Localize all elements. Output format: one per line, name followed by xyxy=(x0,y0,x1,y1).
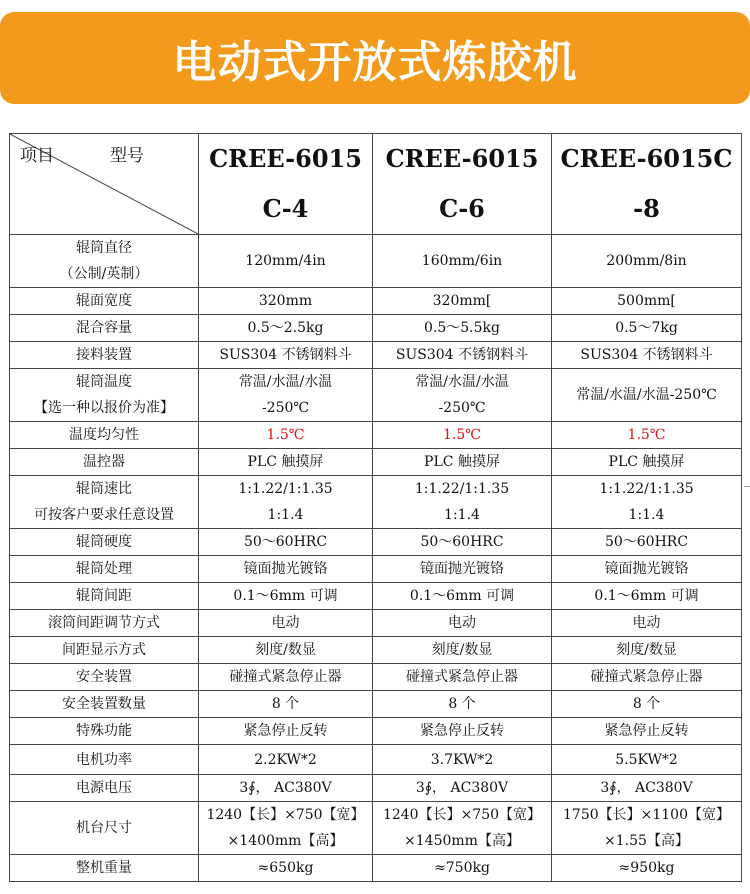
row-label-line: 电源电压 xyxy=(76,780,132,796)
spec-value: 8 个 xyxy=(632,696,661,712)
spec-value-cell xyxy=(552,610,742,637)
spec-value: 0.5～2.5kg xyxy=(247,320,324,336)
spec-value: ×1.55【高】 xyxy=(604,833,689,849)
row-label-line: 混合容量 xyxy=(76,320,132,336)
row-label xyxy=(10,583,199,610)
row-label xyxy=(10,342,199,369)
table-row xyxy=(10,422,742,449)
row-label xyxy=(10,476,199,529)
spec-value-cell xyxy=(373,855,552,882)
spec-value: 3∮， AC380V xyxy=(415,780,509,796)
spec-value-cell xyxy=(199,288,373,315)
spec-value-cell xyxy=(373,718,552,745)
spec-value: SUS304 不锈钢料斗 xyxy=(395,347,529,363)
row-label-line: 滚筒间距调节方式 xyxy=(48,615,160,631)
spec-value: 电动 xyxy=(448,615,476,631)
spec-value: 刻度/数显 xyxy=(431,642,493,658)
model-name: CREE-6015C-8 xyxy=(560,144,733,223)
row-label xyxy=(10,449,199,476)
spec-value: 电动 xyxy=(632,615,661,631)
row-label-line: 辊筒速比 xyxy=(76,481,132,497)
row-label xyxy=(10,855,199,882)
table-row xyxy=(10,529,742,556)
spec-value-cell xyxy=(373,775,552,802)
spec-value-cell xyxy=(199,369,373,422)
spec-value: 3.7KW*2 xyxy=(430,751,494,768)
spec-value-cell xyxy=(199,610,373,637)
spec-value-cell xyxy=(373,422,552,449)
spec-value: 常温/水温/水温 xyxy=(238,374,333,390)
spec-value: PLC 触摸屏 xyxy=(608,454,685,470)
spec-value-cell xyxy=(552,691,742,718)
row-label xyxy=(10,775,199,802)
spec-value-cell xyxy=(373,235,552,288)
spec-value-cell xyxy=(373,802,552,855)
table-row xyxy=(10,476,742,529)
table-row xyxy=(10,235,742,288)
table-row xyxy=(10,369,742,422)
spec-value: 50～60HRC xyxy=(243,534,328,550)
spec-value-cell xyxy=(199,529,373,556)
spec-value-cell xyxy=(552,235,742,288)
corner-cell xyxy=(10,134,199,235)
spec-value: 碰撞式紧急停止器 xyxy=(406,669,518,685)
spec-value: 320mm[ xyxy=(432,293,492,309)
spec-value-cell xyxy=(199,691,373,718)
spec-value-cell xyxy=(373,610,552,637)
spec-value: ≈650kg xyxy=(257,860,314,876)
model-header xyxy=(373,134,552,235)
spec-table xyxy=(9,133,742,882)
spec-value: 镜面抛光镀铬 xyxy=(243,561,328,577)
spec-value-cell xyxy=(199,718,373,745)
spec-value: 1240【长】×750【宽】 xyxy=(206,807,365,823)
table-row xyxy=(10,288,742,315)
spec-value: 0.5～5.5kg xyxy=(424,320,500,336)
spec-value-cell xyxy=(373,664,552,691)
spec-value: 120mm/4in xyxy=(245,253,326,269)
spec-value-cell xyxy=(199,855,373,882)
row-label xyxy=(10,664,199,691)
row-label-line: 【选一种以报价为准】 xyxy=(34,400,174,416)
spec-value: 50～60HRC xyxy=(604,534,689,550)
spec-value: 1:1.4 xyxy=(628,507,665,523)
row-label-line: 安全装置数量 xyxy=(62,696,146,712)
spec-value: SUS304 不锈钢料斗 xyxy=(219,347,352,363)
spec-value-cell xyxy=(199,802,373,855)
spec-value-cell xyxy=(199,637,373,664)
table-row xyxy=(10,342,742,369)
table-row xyxy=(10,556,742,583)
row-label-line: 温控器 xyxy=(83,454,125,470)
spec-value-cell xyxy=(373,476,552,529)
row-label xyxy=(10,315,199,342)
spec-value-cell xyxy=(552,556,742,583)
spec-value-cell xyxy=(199,315,373,342)
spec-value-cell xyxy=(552,422,742,449)
spec-value-cell xyxy=(373,691,552,718)
spec-value: 0.1～6mm 可调 xyxy=(409,588,515,604)
table-row xyxy=(10,855,742,882)
spec-value-cell xyxy=(552,288,742,315)
row-label xyxy=(10,556,199,583)
spec-value-cell xyxy=(373,449,552,476)
spec-value-cell xyxy=(373,315,552,342)
spec-value: 0.5～7kg xyxy=(615,320,678,336)
spec-value-cell xyxy=(373,529,552,556)
spec-value: 5.5KW*2 xyxy=(615,751,678,768)
row-label-line: 辊筒间距 xyxy=(76,588,132,604)
spec-value-cell xyxy=(199,745,373,775)
spec-value: 0.1～6mm 可调 xyxy=(233,588,338,604)
spec-value: 电动 xyxy=(271,615,300,631)
spec-value: -250℃ xyxy=(438,400,486,416)
row-label xyxy=(10,288,199,315)
row-label xyxy=(10,610,199,637)
spec-value-cell xyxy=(552,315,742,342)
spec-value: 刻度/数显 xyxy=(255,642,316,658)
spec-value-cell xyxy=(199,449,373,476)
spec-value: 1:1.22/1:1.35 xyxy=(414,481,510,497)
spec-value: PLC 触摸屏 xyxy=(424,454,500,470)
spec-value: 镜面抛光镀铬 xyxy=(420,561,504,577)
row-label-line: 辊筒硬度 xyxy=(76,534,132,550)
table-row xyxy=(10,610,742,637)
spec-value-cell xyxy=(552,664,742,691)
page-title: 电动式开放式炼胶机 xyxy=(172,37,578,88)
table-row xyxy=(10,745,742,775)
row-label xyxy=(10,369,199,422)
spec-value: 刻度/数显 xyxy=(616,642,677,658)
spec-value: 200mm/8in xyxy=(606,253,687,269)
table-row xyxy=(10,664,742,691)
spec-value: 碰撞式紧急停止器 xyxy=(590,669,703,685)
spec-value: 常温/水温/水温-250℃ xyxy=(576,387,717,403)
spec-value: 500mm[ xyxy=(617,293,676,309)
spec-value: 1.5℃ xyxy=(443,427,481,443)
row-label xyxy=(10,802,199,855)
spec-value: ×1450mm【高】 xyxy=(404,833,520,849)
row-label-line: 特殊功能 xyxy=(76,723,132,739)
model-name: CREE-6015C-6 xyxy=(385,144,539,223)
spec-value-cell xyxy=(552,476,742,529)
spec-value: 160mm/6in xyxy=(421,253,503,269)
table-row xyxy=(10,637,742,664)
corner-model-label: 型号 xyxy=(110,146,144,166)
edge-mark xyxy=(744,486,750,501)
spec-value: 紧急停止反转 xyxy=(243,723,328,739)
table-row xyxy=(10,315,742,342)
spec-value-cell xyxy=(373,745,552,775)
spec-value: 1:1.4 xyxy=(267,507,304,523)
row-label xyxy=(10,718,199,745)
row-label-line: 机台尺寸 xyxy=(76,820,132,836)
spec-value-cell xyxy=(199,342,373,369)
table-row xyxy=(10,583,742,610)
row-label-line: 整机重量 xyxy=(76,860,132,876)
spec-value-cell xyxy=(552,449,742,476)
spec-value: SUS304 不锈钢料斗 xyxy=(580,347,713,363)
spec-value: 3∮， AC380V xyxy=(600,780,693,796)
row-label-line: 可按客户要求任意设置 xyxy=(34,507,174,523)
spec-value: 1750【长】×1100【宽】 xyxy=(563,807,730,823)
row-label xyxy=(10,422,199,449)
spec-value-cell xyxy=(373,583,552,610)
spec-value-cell xyxy=(373,556,552,583)
table-row xyxy=(10,775,742,802)
corner-item-label: 项目 xyxy=(20,146,54,166)
row-label-line: （公制/英制） xyxy=(59,266,149,282)
row-label-line: 辊筒温度 xyxy=(76,374,132,390)
spec-value-cell xyxy=(373,369,552,422)
spec-value: 1:1.22/1:1.35 xyxy=(599,481,694,497)
spec-value: 镜面抛光镀铬 xyxy=(604,561,689,577)
spec-value-cell xyxy=(552,718,742,745)
spec-value: 50～60HRC xyxy=(420,534,504,550)
row-label xyxy=(10,637,199,664)
row-label-line: 辊面宽度 xyxy=(76,293,132,309)
spec-value-cell xyxy=(552,529,742,556)
spec-value: 1:1.4 xyxy=(444,507,480,523)
row-label-line: 安全装置 xyxy=(76,669,132,685)
spec-value: 8 个 xyxy=(271,696,300,712)
spec-value-cell xyxy=(373,288,552,315)
spec-value-cell xyxy=(199,664,373,691)
spec-value: 2.2KW*2 xyxy=(254,751,317,768)
table-header-row xyxy=(10,134,742,235)
model-name: CREE-6015C-4 xyxy=(209,144,362,223)
spec-value: ≈750kg xyxy=(434,860,490,876)
row-label-line: 电机功率 xyxy=(76,751,132,768)
spec-value: 1240【长】×750【宽】 xyxy=(382,807,542,823)
spec-value-cell xyxy=(199,235,373,288)
row-label xyxy=(10,235,199,288)
spec-value-cell xyxy=(199,583,373,610)
spec-value: 3∮， AC380V xyxy=(239,780,332,796)
spec-value-cell xyxy=(552,745,742,775)
spec-value: 紧急停止反转 xyxy=(420,723,504,739)
row-label-line: 辊筒直径 xyxy=(76,240,132,256)
spec-value: 1.5℃ xyxy=(266,427,305,443)
spec-value: 8 个 xyxy=(448,696,476,712)
spec-value: 320mm xyxy=(258,293,313,309)
spec-value-cell xyxy=(199,775,373,802)
spec-value-cell xyxy=(552,342,742,369)
model-header xyxy=(199,134,373,235)
table-row xyxy=(10,449,742,476)
title-banner xyxy=(0,12,750,104)
spec-value: 0.1～6mm 可调 xyxy=(594,588,699,604)
spec-value: ×1400mm【高】 xyxy=(227,833,344,849)
spec-value: -250℃ xyxy=(261,400,310,416)
spec-value-cell xyxy=(199,556,373,583)
spec-value: 紧急停止反转 xyxy=(604,723,689,739)
spec-value: 常温/水温/水温 xyxy=(415,374,509,390)
table-row xyxy=(10,802,742,855)
spec-value: 1:1.22/1:1.35 xyxy=(238,481,333,497)
spec-value-cell xyxy=(199,422,373,449)
table-row xyxy=(10,691,742,718)
spec-value-cell xyxy=(373,637,552,664)
spec-value-cell xyxy=(199,476,373,529)
spec-value-cell xyxy=(552,583,742,610)
row-label-line: 接料装置 xyxy=(76,347,132,363)
spec-value-cell xyxy=(552,802,742,855)
row-label-line: 辊筒处理 xyxy=(76,561,132,577)
spec-value: ≈950kg xyxy=(618,860,675,876)
table-row xyxy=(10,718,742,745)
row-label xyxy=(10,529,199,556)
row-label-line: 温度均匀性 xyxy=(69,427,139,443)
spec-value: PLC 触摸屏 xyxy=(247,454,324,470)
spec-value: 1.5℃ xyxy=(627,427,666,443)
spec-value-cell xyxy=(373,342,552,369)
spec-value-cell xyxy=(552,855,742,882)
spec-value-cell xyxy=(552,369,742,422)
row-label xyxy=(10,691,199,718)
row-label xyxy=(10,745,199,775)
model-header xyxy=(552,134,742,235)
row-label-line: 间距显示方式 xyxy=(62,642,146,658)
spec-value: 碰撞式紧急停止器 xyxy=(229,669,342,685)
spec-value-cell xyxy=(552,775,742,802)
spec-value-cell xyxy=(552,637,742,664)
